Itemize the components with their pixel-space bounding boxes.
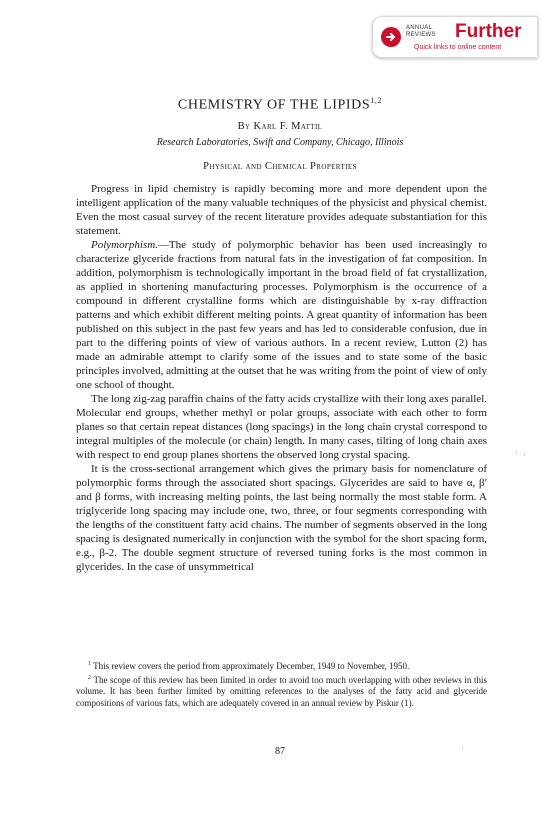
author-line: By Karl F. Mattil	[237, 121, 323, 132]
paragraph-polymorphism-text: —The study of polymorphic behavior has been used increasingly to characterize glyceride fractions from natural fats in the investigation of fat composition. In addition, polymorphism is technologically important in the broad field of fat crystallization, as applied in shortening manufacturing processes. Polymorphism is the occurrence of a compound in different crystalline forms which are distinguishable by x-ray diffraction patterns and which exhibit different melting points. A great quantity of information has been published on this subject in the past few years and has led to considerable confusion, due in part to the differing points of view of various authors. In a recent review, Lutton (2) has made an admirable attempt to clarify some of the issues and to state some of the basic principles involved, admitting at the outset that he was writing from the point of view of only one school of thought.	[76, 239, 487, 391]
footnote-2	[76, 673, 487, 710]
paragraph-chains: The long zig-zag paraffin chains of the fatty acids crystallize with their long axes parallel. Molecular end groups, whether methyl or polar groups, associate with each other to form planes so that certain repeat distances (long spacings) in the long chain crystal correspond to integral multiples of the molecule (or chain) length. In many cases, tilting of long chain axes with respect to end group planes shortens the observed long crystal spacing.	[76, 393, 487, 461]
article-title	[0, 96, 560, 114]
article-title-text: CHEMISTRY OF THE LIPIDS	[177, 97, 371, 113]
footnote-1	[76, 659, 487, 673]
footnote-mark-1: 1	[88, 661, 91, 667]
paragraph-polymorphism	[76, 238, 487, 392]
section-heading: Physical and Chemical Properties	[203, 161, 357, 172]
scan-speck	[524, 454, 525, 455]
paragraph-intro: Progress in lipid chemistry is rapidly becoming more and more dependent upon the intelligent application of the many valuable techniques of the physicist and physical chemist. Even the most casual survey of the recent literature provides adequate substantiation for this statement.	[76, 183, 487, 237]
scan-speck	[516, 452, 517, 453]
article-body	[76, 182, 487, 574]
title-footnote-refs: 1,2	[370, 96, 383, 105]
further-subtitle: Quick links to online content	[414, 44, 502, 51]
publisher-line-1: ANNUAL	[406, 25, 433, 31]
run-in-heading: Polymorphism.	[91, 239, 158, 251]
publisher-line-2: REVIEWS	[406, 32, 436, 38]
affiliation-line: Research Laboratories, Swift and Company, Chicago, Illinois	[156, 137, 404, 148]
footnote-mark-2: 2	[88, 674, 91, 681]
annual-reviews-logo-text	[406, 25, 450, 39]
page-number: 87	[275, 746, 285, 757]
footnote-2-text: The scope of this review has been limited in order to avoid too much overlapping with other reviews in this volume. It has been further limited by omitting references to the analyses of the fatty acid and glyceride compositions of various fats, which are adequately covered in an annual review by Piskur (1).	[76, 674, 487, 708]
further-links-banner[interactable]	[372, 16, 538, 58]
footnote-1-text: This review covers the period from approximately December, 1949 to November, 1950.	[93, 661, 410, 671]
scan-speck	[462, 748, 463, 749]
footnotes	[76, 659, 487, 709]
further-label: Further	[455, 21, 522, 42]
circle-arrow-icon	[381, 27, 401, 47]
paragraph-nomenclature: It is the cross-sectional arrangement which gives the primary basis for nomenclature of polymorphic forms through the associated short spacings. Glycerides are said to have α, β′ and β forms, with increasing melting points, the last being normally the most stable form. A triglyceride long spacing may include one, two, three, or four segments corresponding with the lengths of the constituent fatty acid chains. The number of segments observed in the long spacing is designated numerically in conjunction with the symbol for the short spacing form, e.g., β-2. The double segment structure of reversed tuning forks is the most common in glycerides. In the case of unsymmetrical	[76, 463, 487, 573]
